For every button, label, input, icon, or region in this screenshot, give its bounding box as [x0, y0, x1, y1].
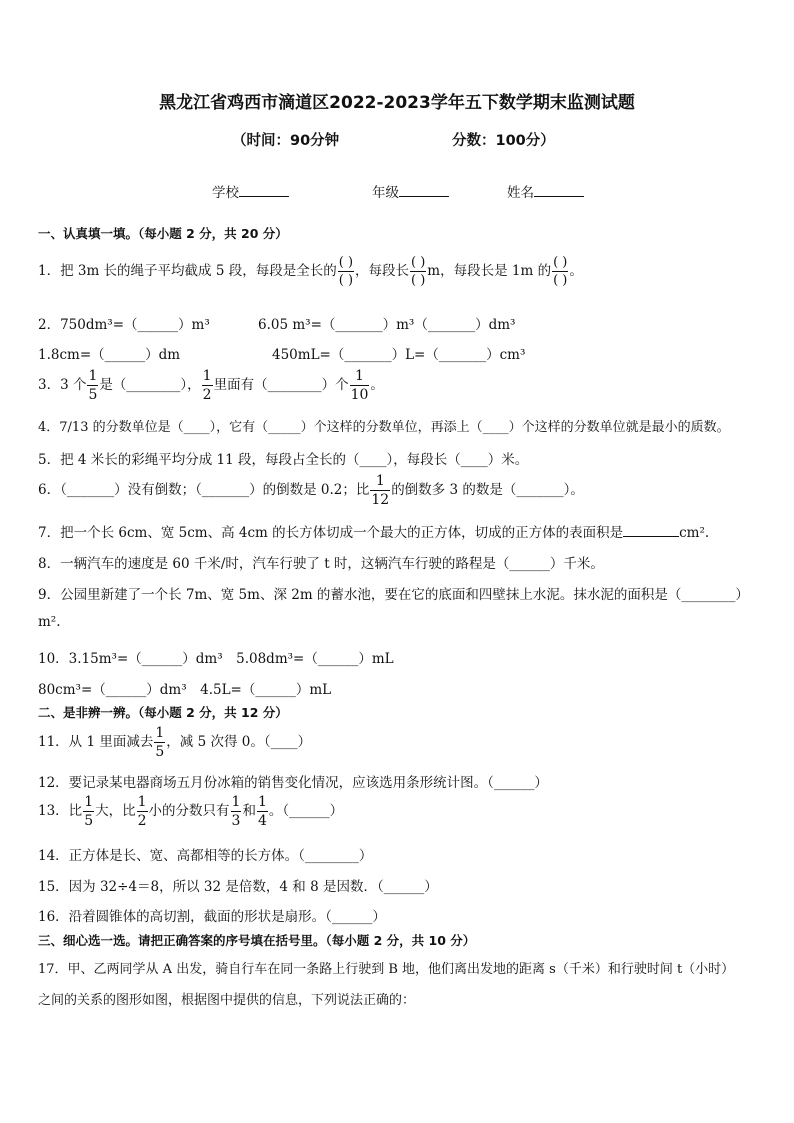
page-title: 黑龙江省鸡西市滴道区2022-2023学年五下数学期末监测试题 [159, 93, 635, 113]
question-10-part-a: 10．3.15m³=（______）dm³ 5.08dm³=（______）mL [38, 651, 394, 667]
question-8: 8．一辆汽车的速度是 60 千米/时，汽车行驶了 t 时，这辆汽车行驶的路程是（______）千米。 [38, 556, 604, 572]
question-12: 12．要记录某电器商场五月份冰箱的销售变化情况，应该选用条形统计图。（______） [38, 775, 548, 791]
fraction-blank[interactable]: $\frac{( )}{( )}$ [553, 255, 568, 288]
fraction-blank[interactable]: $\frac{( )}{( )}$ [338, 255, 354, 288]
fraction-one-fifth: $\frac{1}{5}$ [155, 725, 165, 760]
question-4: 4．7/13 的分数单位是（____），它有（_____）个这样的分数单位，再添上（____）个这样的分数单位就是最小的质数。 [38, 420, 730, 435]
section-2-heading: 二、是非辨一辨。（每小题 2 分，共 12 分） [38, 705, 288, 720]
section-3-heading: 三、细心选一选。请把正确答案的序号填在括号里。（每小题 2 分，共 10 分） [38, 933, 476, 948]
fraction-one-half: $\frac{1}{2}$ [202, 368, 212, 403]
question-14: 14．正方体是长、宽、高都相等的长方体。（________） [38, 848, 373, 864]
name-field[interactable]: 姓名 [507, 181, 584, 201]
question-5: 5．把 4 米长的彩绳平均分成 11 段，每段占全长的（____），每段长（____）米。 [38, 452, 529, 468]
fraction-one-fourth: $\frac{1}{4}$ [257, 794, 267, 829]
question-2-part-c: 1.8cm=（______）dm [38, 347, 181, 363]
answer-blank[interactable] [623, 524, 679, 537]
fraction-one-fifth: $\frac{1}{5}$ [84, 794, 94, 829]
question-13: 13．比 $\frac{1}{5}$ 大，比 $\frac{1}{2}$ 小的分数只有 $\frac{1}{3}$ 和 $\frac{1}{4}$ 。（______） [38, 794, 344, 829]
question-15: 15．因为 32÷4＝8，所以 32 是倍数，4 和 8 是因数．（______） [38, 879, 438, 895]
question-16: 16．沿着圆锥体的高切割，截面的形状是扇形。（______） [38, 909, 386, 925]
question-9: 9．公园里新建了一个长 7m、宽 5m、深 2m 的蓄水池，要在它的底面和四壁抹上水泥。抹水泥的面积是（________） [38, 587, 749, 603]
exam-time: （时间：90分钟 [232, 133, 340, 149]
question-2-part-d: 450mL=（_______）L=（_______）cm³ [272, 347, 526, 363]
fraction-one-twelfth: $\frac{1}{12}$ [371, 473, 390, 508]
exam-score: 分数：100分） [452, 133, 555, 149]
question-6: 6．（_______）没有倒数；（_______）的倒数是 0.2；比 $\frac{1}{12}$ 的倒数多 3 的数是（_______）。 [38, 473, 584, 508]
question-1: 1．把 3m 长的绳子平均截成 5 段，每段是全长的 $\frac{( )}{( )}$ ，每段长 $\frac{( )}{( )}$ m，每段长是 1m 的 $\frac{( )}{( )}$ 。 [38, 255, 583, 288]
question-17-continued: 之间的关系的图形如图，根据图中提供的信息，下列说法正确的： [38, 993, 416, 1008]
question-10-part-b: 80cm³=（______）dm³ 4.5L=（______）mL [38, 682, 332, 698]
question-9-unit: m². [38, 614, 61, 630]
fraction-one-third: $\frac{1}{3}$ [231, 794, 241, 829]
question-2-part-a: 2．750dm³=（______）m³ [38, 317, 210, 333]
section-1-heading: 一、认真填一填。（每小题 2 分，共 20 分） [38, 226, 288, 241]
fraction-one-fifth: $\frac{1}{5}$ [88, 368, 98, 403]
question-3: 3．3 个 $\frac{1}{5}$ 是（________）， $\frac{1}{2}$ 里面有（________）个 $\frac{1}{10}$ 。 [38, 368, 384, 403]
question-11: 11．从 1 里面减去 $\frac{1}{5}$ ，减 5 次得 0。（____） [38, 725, 312, 760]
question-2-part-b: 6.05 m³=（_______）m³（_______）dm³ [258, 317, 516, 333]
fraction-one-half: $\frac{1}{2}$ [137, 794, 147, 829]
fraction-one-tenth: $\frac{1}{10}$ [350, 368, 369, 403]
question-17: 17．甲、乙两同学从 A 出发，骑自行车在同一条路上行驶到 B 地，他们离出发地的距离 s（千米）和行驶时间 t（小时） [38, 962, 735, 977]
question-7: 7．把一个长 6cm、宽 5cm、高 4cm 的长方体切成一个最大的正方体，切成的正方体的表面积是 cm². [38, 525, 710, 541]
fraction-blank[interactable]: $\frac{( )}{( )}$ [411, 255, 426, 288]
school-field[interactable]: 学校 [212, 181, 289, 201]
grade-field[interactable]: 年级 [372, 181, 449, 201]
